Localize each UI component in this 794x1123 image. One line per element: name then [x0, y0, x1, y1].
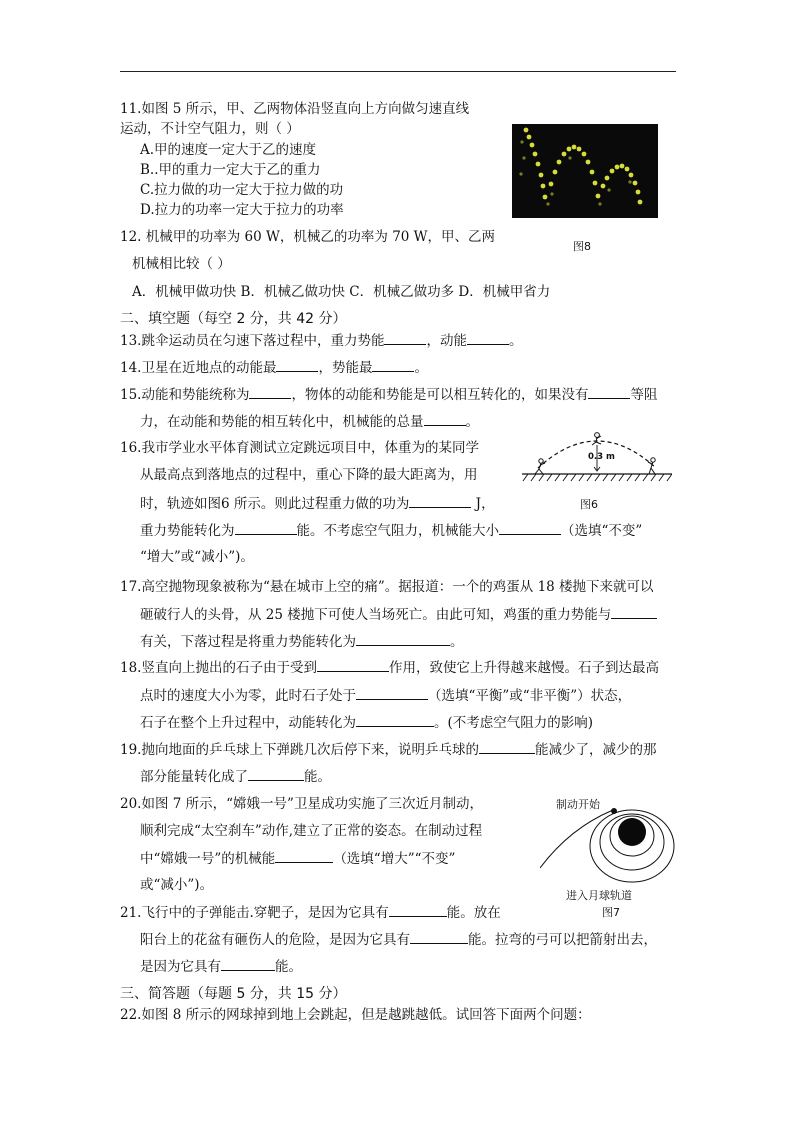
q15-line2 — [140, 412, 479, 431]
q13 — [120, 331, 522, 350]
q16-text-3b: J， — [471, 496, 495, 512]
q20-text-3a: 中“嫦娥一号”的机械能 — [140, 851, 276, 867]
q19-blank-1 — [479, 740, 535, 754]
q19-text-1b: 能减少了，减少的那 — [534, 742, 657, 758]
q19-text-2a: 部分能量转化成了 — [140, 769, 248, 785]
q21-text-1b: 能。放在 — [446, 905, 501, 921]
q17-text-2a: 砸破行人的头骨，从 25 楼抛下可使人当场死亡。由此可知，鸡蛋的重力势能与 — [140, 607, 612, 623]
q21-text-1a: 21.飞行中的子弹能击.穿靶子，是因为它具有 — [120, 905, 389, 921]
q13-text-b: ，动能 — [426, 333, 467, 349]
figure-6-caption: 图6 — [580, 498, 598, 511]
q20-blank-1 — [275, 849, 333, 863]
figure-8-bouncing-ball-photo — [512, 124, 658, 218]
q18-text-2b: （选填“平衡”或“非平衡”）状态， — [428, 688, 632, 704]
q21-blank-3 — [221, 957, 275, 971]
q18-line2 — [140, 686, 631, 705]
q17-line3 — [140, 632, 464, 651]
q14 — [120, 358, 428, 377]
q20-line1: 20.如图 7 所示，“嫦娥一号”卫星成功实施了三次近月制动， — [120, 796, 483, 812]
q15-line1 — [120, 385, 657, 404]
q11-stem-line2: 运动，不计空气阻力，则（ ） — [120, 121, 300, 137]
q16-line2: 从最高点到落地点的过程中，重心下降的最大距离为，用 — [140, 467, 478, 483]
header-rule — [120, 71, 676, 72]
q18-blank-2 — [356, 686, 428, 700]
q17-blank-2 — [356, 632, 450, 646]
q16-text-4c: （选填“不变” — [561, 523, 643, 539]
figure-7-top-label: 制动开始 — [556, 798, 600, 811]
q21-text-2b: 能。拉弯的弓可以把箭射出去， — [468, 932, 657, 948]
section-3-heading: 三、简答题（每题 5 分，共 15 分） — [120, 986, 347, 1002]
figure-7-lunar-orbit-diagram — [540, 808, 680, 888]
q14-text-a: 14.卫星在近地点的动能最 — [120, 360, 277, 376]
q17-line2 — [140, 605, 657, 624]
q11-option-a: A.甲的速度一定大于乙的速度 — [140, 142, 317, 158]
q16-blank-2 — [235, 521, 297, 535]
q14-blank-1 — [276, 358, 318, 372]
q16-text-3a: 时，轨迹如图6 所示。则此过程重力做的功为 — [140, 496, 410, 512]
q20-text-3b: （选填“增大”“不变” — [333, 851, 456, 867]
q11-option-b: B..甲的重力一定大于乙的重力 — [140, 162, 321, 178]
q21-text-3b: 能。 — [275, 959, 302, 975]
q12-stem-line1: 12. 机械甲的功率为 60 W，机械乙的功率为 70 W，甲、乙两 — [120, 229, 496, 245]
q16-line4 — [140, 521, 642, 540]
q15-text-d: 力，在动能和势能的相互转化中，机械能的总量 — [140, 414, 424, 430]
q13-blank-1 — [384, 331, 426, 345]
q18-blank-1 — [317, 658, 389, 672]
q18-text-3b: 。(不考虑空气阻力的影响) — [434, 715, 594, 731]
q17-text-3b: 。 — [450, 634, 464, 650]
q15-text-a: 15.动能和势能统称为 — [120, 387, 250, 403]
q15-text-c: 等阻 — [630, 387, 658, 403]
q14-text-c: 。 — [414, 360, 428, 376]
q12-options: A．机械甲做功快 B．机械乙做功快 C．机械乙做功多 D．机械甲省力 — [132, 284, 551, 300]
q12-stem-line2: 机械相比较（ ） — [132, 256, 231, 272]
q21-blank-1 — [389, 903, 447, 917]
q19-blank-2 — [248, 767, 304, 781]
q22-stem: 22.如图 8 所示的网球掉到地上会跳起，但是越跳越低。试回答下面两个问题： — [120, 1007, 591, 1023]
q14-blank-2 — [372, 358, 414, 372]
q15-text-b: ，物体的动能和势能是可以相互转化的，如果没有 — [291, 387, 589, 403]
q21-text-2a: 阳台上的花盆有砸伤人的危险，是因为它具有 — [140, 932, 410, 948]
q18-line1 — [120, 658, 659, 677]
figure-6-height-label: 0.3 m — [588, 452, 615, 462]
q13-text-c: 。 — [508, 333, 523, 349]
q19-line2 — [140, 767, 331, 786]
q18-text-3a: 石子在整个上升过程中，动能转化为 — [140, 715, 356, 731]
q20-line3 — [140, 849, 455, 868]
q17-text-3a: 有关，下落过程是将重力势能转化为 — [140, 634, 356, 650]
q18-line3 — [140, 713, 593, 732]
q11-option-c: C.拉力做的功一定大于拉力做的功 — [140, 182, 344, 198]
q20-line2: 顺利完成“太空刹车”动作,建立了正常的姿态。在制动过程 — [140, 823, 483, 839]
q17-line1: 17.高空抛物现象被称为“悬在城市上空的痛”。据报道：一个的鸡蛋从 18 楼抛下来就可以 — [120, 579, 654, 595]
q16-text-4b: 能。不考虑空气阻力，机械能大小 — [296, 523, 499, 539]
q11-option-d: D.拉力的功率一定大于拉力的功率 — [140, 202, 344, 218]
q16-blank-1 — [409, 494, 471, 508]
q21-line1 — [120, 903, 501, 922]
q15-blank-3 — [424, 412, 466, 426]
q21-line2 — [140, 930, 657, 949]
q21-blank-2 — [410, 930, 468, 944]
q16-text-4a: 重力势能转化为 — [140, 523, 235, 539]
section-2-heading: 二、填空题（每空 2 分，共 42 分） — [120, 311, 347, 327]
q14-text-b: ，势能最 — [318, 360, 373, 376]
q16-line5: “增大”或“减小”)。 — [140, 549, 254, 565]
q20-line4: 或“减小”)。 — [140, 877, 214, 893]
q15-blank-1 — [249, 385, 291, 399]
q16-blank-3 — [499, 521, 561, 535]
q13-text-a: 13.跳伞运动员在匀速下落过程中，重力势能 — [120, 333, 385, 349]
q17-blank-1 — [611, 605, 657, 619]
figure-6-jump-trajectory — [522, 426, 672, 486]
q21-line3 — [140, 957, 302, 976]
q19-text-2b: 能。 — [304, 769, 331, 785]
q18-text-2a: 点时的速度大小为零，此时石子处于 — [140, 688, 356, 704]
q18-text-1b: 作用，致使它上升得越来越慢。石子到达最高 — [388, 660, 659, 676]
q19-line1 — [120, 740, 656, 759]
q18-text-1a: 18.竖直向上抛出的石子由于受到 — [120, 660, 317, 676]
q19-text-1a: 19.抛向地面的乒乓球上下弹跳几次后停下来，说明乒乓球的 — [120, 742, 479, 758]
figure-7-caption: 图7 — [602, 906, 620, 919]
q16-line1: 16.我市学业水平体育测试立定跳远项目中，体重为的某同学 — [120, 440, 479, 456]
figure-7-bottom-label: 进入月球轨道 — [566, 889, 632, 902]
figure-8-caption: 图8 — [573, 240, 591, 253]
q13-blank-2 — [467, 331, 509, 345]
q15-blank-2 — [588, 385, 630, 399]
q15-text-e: 。 — [465, 414, 479, 430]
q16-line3 — [140, 494, 495, 513]
q11-stem-line1: 11.如图 5 所示，甲、乙两物体沿竖直向上方向做匀速直线 — [120, 101, 470, 117]
q21-text-3a: 是因为它具有 — [140, 959, 221, 975]
q18-blank-3 — [356, 713, 434, 727]
